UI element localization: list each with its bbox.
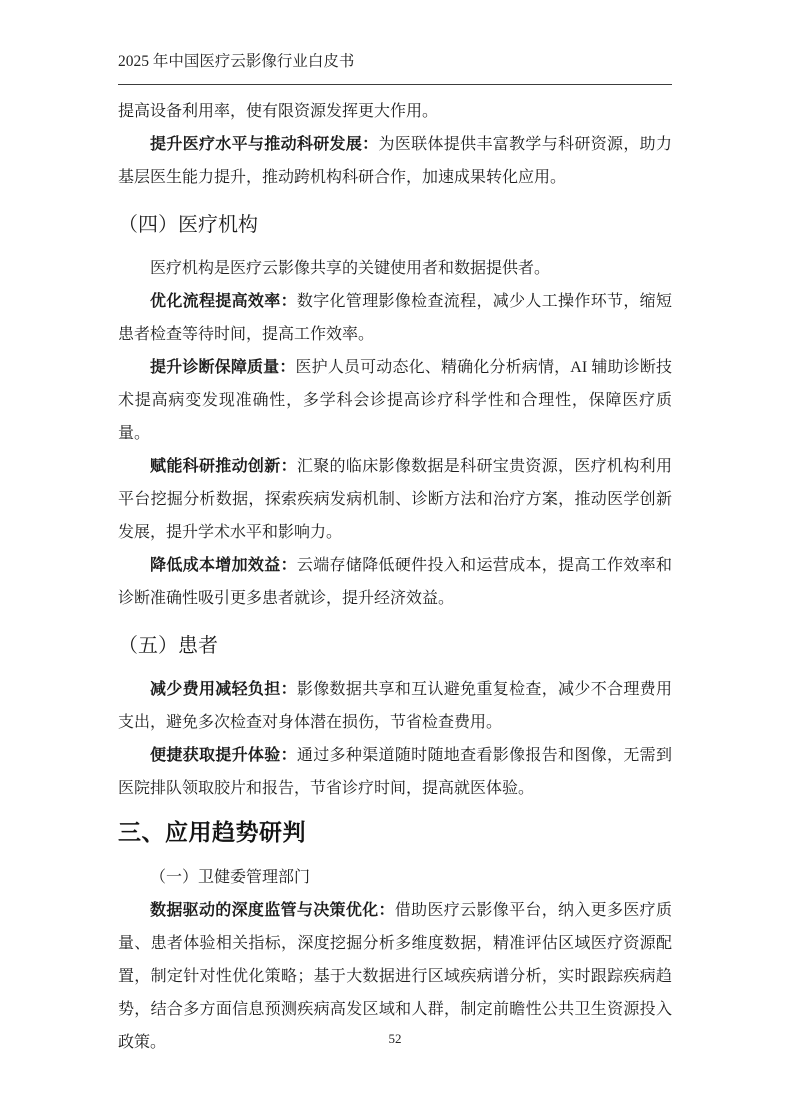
heading-section-5-patients: （五）患者	[118, 635, 218, 657]
heading-section-4-medical-institutions: （四）医疗机构	[118, 214, 258, 236]
page-header	[118, 0, 672, 85]
paragraph-process	[118, 285, 672, 351]
paragraph-text: 借助医疗云影像平台，纳入更多医疗质量、患者体验相关指标，深度挖掘分析多维度数据，精准评估区域医疗资源配置，制定针对性优化策略；基于大数据进行区域疾病谱分析，实时跟踪疾病趋势，结合多方面信息预测疾病高发区域和人群，制定前瞻性公共卫生资源投入政策。	[118, 902, 672, 1051]
paragraph-text: 提高设备利用率，使有限资源发挥更大作用。	[118, 103, 439, 120]
heading-chapter-3-application-trends: 三、应用趋势研判	[118, 819, 306, 845]
paragraph-lead: 提升医疗水平与推动科研发展：	[150, 136, 379, 153]
paragraph-text: 影像数据共享和互认避免重复检查，减少不合理费用支出，避免多次检查对身体潜在损伤，节省检查费用。	[118, 681, 672, 731]
page-number: 52	[388, 1031, 402, 1046]
paragraph-lead: 减少费用减轻负担：	[150, 681, 297, 698]
paragraph-lead: 提升诊断保障质量：	[150, 359, 296, 376]
paragraph-fee	[118, 673, 672, 739]
paragraph-text: 通过多种渠道随时随地查看影像报告和图像，无需到医院排队领取胶片和报告，节省诊疗时间，提高就医体验。	[118, 747, 672, 797]
paragraph-text: 医疗机构是医疗云影像共享的关键使用者和数据提供者。	[150, 260, 551, 277]
heading-sub-1-health-commission: （一）卫健委管理部门	[150, 869, 311, 886]
paragraph-lead: 赋能科研推动创新：	[150, 458, 297, 475]
paragraph-teaching	[118, 128, 672, 194]
paragraph-text: 数字化管理影像检查流程，减少人工操作环节，缩短患者检查等待时间，提高工作效率。	[118, 293, 672, 343]
paragraph-text: 医护人员可动态化、精确化分析病情，AI 辅助诊断技术提高病变发现准确性，多学科会诊提高诊疗科学性和合理性，保障医疗质量。	[118, 359, 672, 442]
paragraph-access	[118, 739, 672, 805]
paragraph-intro-continuation	[118, 95, 672, 128]
paragraph-org-intro	[118, 252, 672, 285]
paragraph-lead: 便捷获取提升体验：	[150, 747, 297, 764]
paragraph-research	[118, 450, 672, 549]
paragraph-text: 云端存储降低硬件投入和运营成本，提高工作效率和诊断准确性吸引更多患者就诊，提升经济效益。	[118, 557, 672, 607]
paragraph-text: 汇聚的临床影像数据是科研宝贵资源，医疗机构利用平台挖掘分析数据，探索疾病发病机制、诊断方法和治疗方案，推动医学创新发展，提升学术水平和影响力。	[118, 458, 672, 541]
paragraph-text: 为医联体提供丰富教学与科研资源，助力基层医生能力提升，推动跨机构科研合作，加速成果转化应用。	[118, 136, 672, 186]
document-body	[118, 95, 672, 1059]
document-title: 2025 年中国医疗云影像行业白皮书	[118, 53, 355, 70]
paragraph-lead: 降低成本增加效益：	[150, 557, 297, 574]
paragraph-diagnosis	[118, 351, 672, 450]
paragraph-cost	[118, 549, 672, 615]
paragraph-lead: 优化流程提高效率：	[150, 293, 297, 310]
paragraph-lead: 数据驱动的深度监管与决策优化：	[150, 902, 395, 919]
